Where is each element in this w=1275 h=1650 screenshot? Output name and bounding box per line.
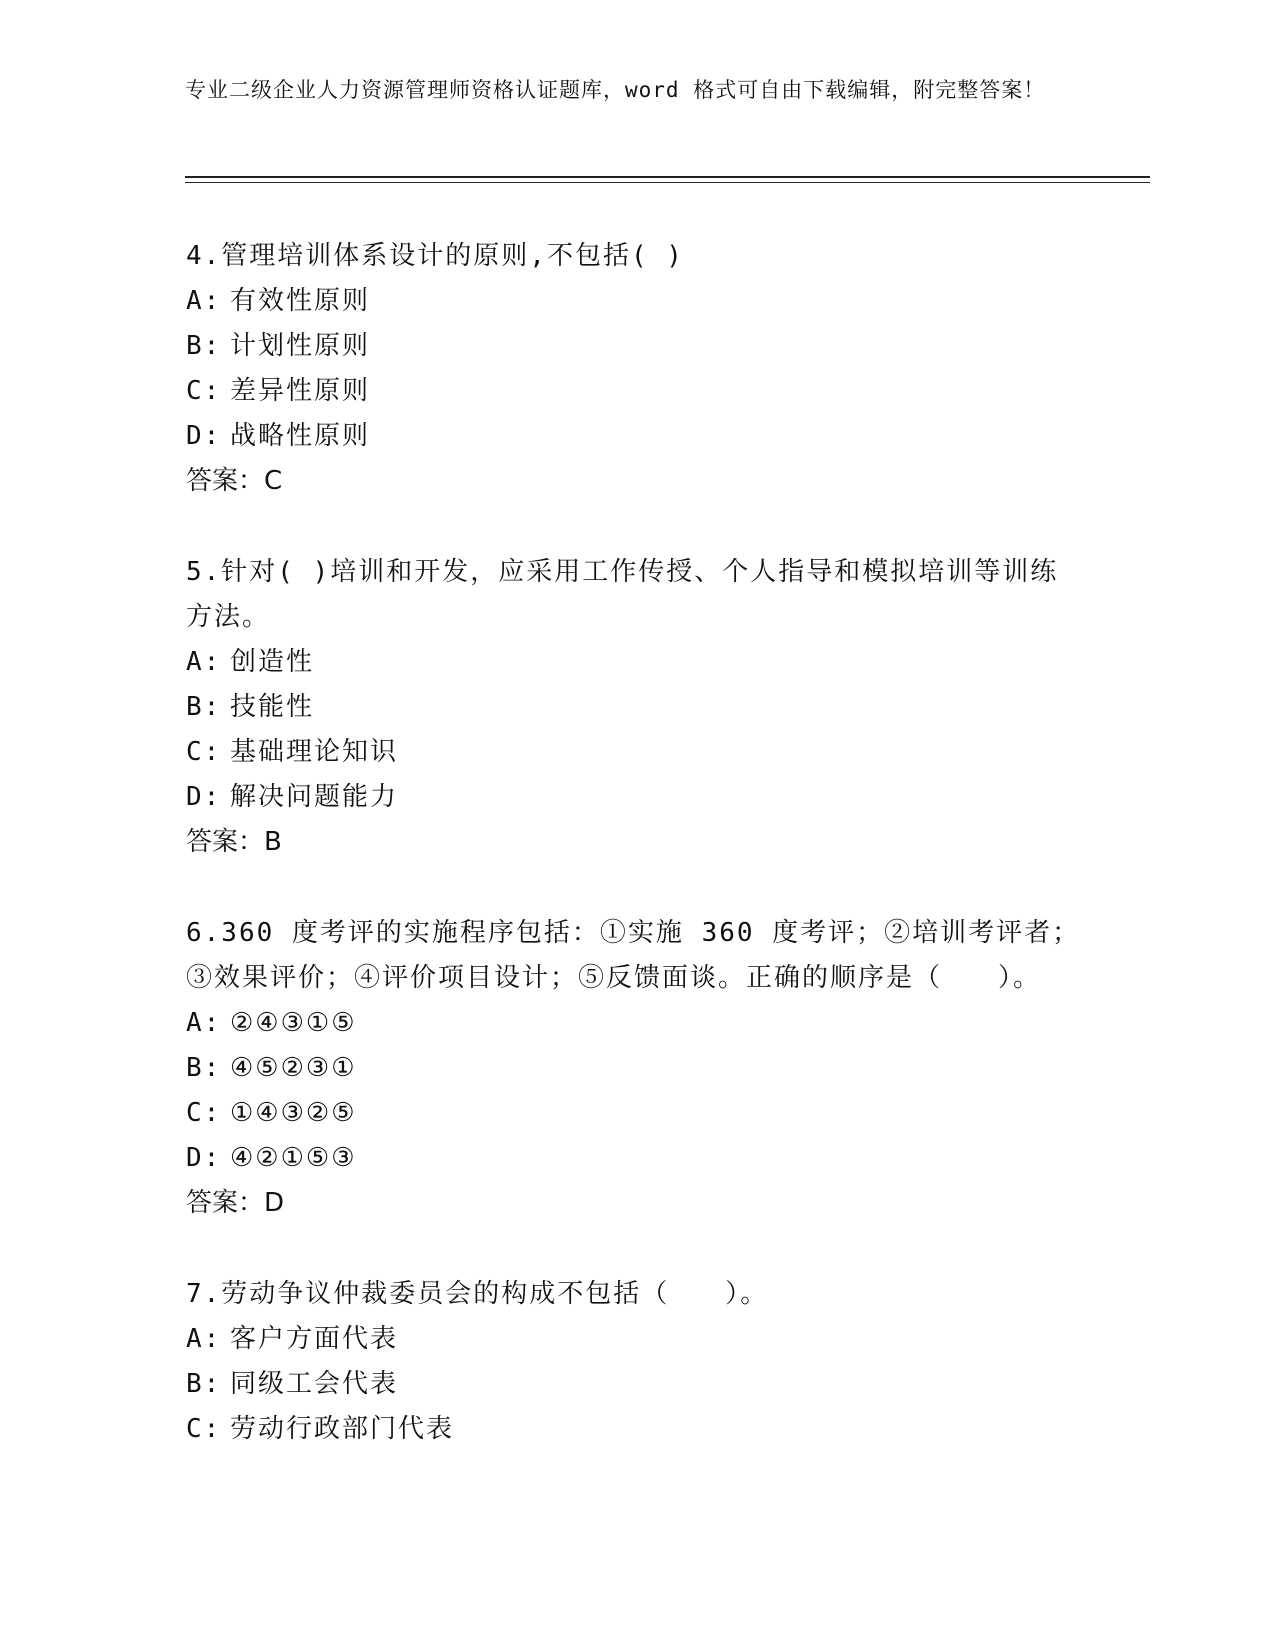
option-row xyxy=(186,1046,1086,1091)
question-block xyxy=(186,550,1086,865)
option-row xyxy=(186,1136,1086,1181)
option-text: 客户方面代表 xyxy=(230,1324,399,1354)
option-row xyxy=(186,1407,1086,1452)
question-stem: 6.360 度考评的实施程序包括：①实施 360 度考评；②培训考评者；③效果评价；④评价项目设计；⑤反馈面谈。正确的顺序是（ ）。 xyxy=(186,918,1081,993)
option-key: B: xyxy=(186,331,222,361)
option-text: 有效性原则 xyxy=(230,286,371,316)
option-key: C: xyxy=(186,376,222,406)
option-key: C: xyxy=(186,1098,222,1128)
document-header: 专业二级企业人力资源管理师资格认证题库，word 格式可自由下载编辑，附完整答案！ xyxy=(185,78,1046,102)
option-row xyxy=(186,685,1086,730)
option-key: C: xyxy=(186,1414,222,1444)
option-text: 差异性原则 xyxy=(230,376,371,406)
option-key: C: xyxy=(186,737,222,767)
option-row xyxy=(186,369,1086,414)
header-divider-thin xyxy=(185,182,1150,183)
option-text: 解决问题能力 xyxy=(230,782,399,812)
option-key: D: xyxy=(186,1143,222,1173)
question-block xyxy=(186,911,1086,1226)
option-row xyxy=(186,775,1086,820)
question-block xyxy=(186,234,1086,504)
option-key: A: xyxy=(186,647,222,677)
option-text: 战略性原则 xyxy=(230,421,371,451)
option-key: D: xyxy=(186,782,222,812)
option-text: 创造性 xyxy=(230,647,315,677)
option-key: B: xyxy=(186,1053,222,1083)
question-list xyxy=(186,234,1086,1498)
option-text: ④②①⑤③ xyxy=(230,1143,357,1173)
option-key: A: xyxy=(186,286,222,316)
header-divider xyxy=(185,176,1150,178)
option-key: D: xyxy=(186,421,222,451)
option-row xyxy=(186,1317,1086,1362)
answer-line: 答案：D xyxy=(186,1188,285,1218)
option-row xyxy=(186,279,1086,324)
option-text: 同级工会代表 xyxy=(230,1369,399,1399)
option-row xyxy=(186,1362,1086,1407)
option-row xyxy=(186,730,1086,775)
option-key: A: xyxy=(186,1008,222,1038)
option-key: B: xyxy=(186,692,222,722)
question-stem: 7.劳动争议仲裁委员会的构成不包括（ ）。 xyxy=(186,1279,769,1309)
option-text: 计划性原则 xyxy=(230,331,371,361)
question-stem: 4.管理培训体系设计的原则,不包括( ) xyxy=(186,241,684,271)
option-row xyxy=(186,1091,1086,1136)
option-row xyxy=(186,324,1086,369)
answer-line: 答案：C xyxy=(186,466,283,496)
option-row xyxy=(186,414,1086,459)
option-text: ②④③①⑤ xyxy=(230,1008,357,1038)
option-row xyxy=(186,640,1086,685)
option-text: 技能性 xyxy=(230,692,315,722)
option-text: 基础理论知识 xyxy=(230,737,399,767)
option-key: A: xyxy=(186,1324,222,1354)
answer-line: 答案：B xyxy=(186,827,282,857)
question-stem: 5.针对( )培训和开发，应采用工作传授、个人指导和模拟培训等训练方法。 xyxy=(186,557,1059,632)
option-key: B: xyxy=(186,1369,222,1399)
option-text: ①④③②⑤ xyxy=(230,1098,357,1128)
option-text: ④⑤②③① xyxy=(230,1053,357,1083)
option-row xyxy=(186,1001,1086,1046)
option-text: 劳动行政部门代表 xyxy=(230,1414,455,1444)
question-block xyxy=(186,1272,1086,1452)
